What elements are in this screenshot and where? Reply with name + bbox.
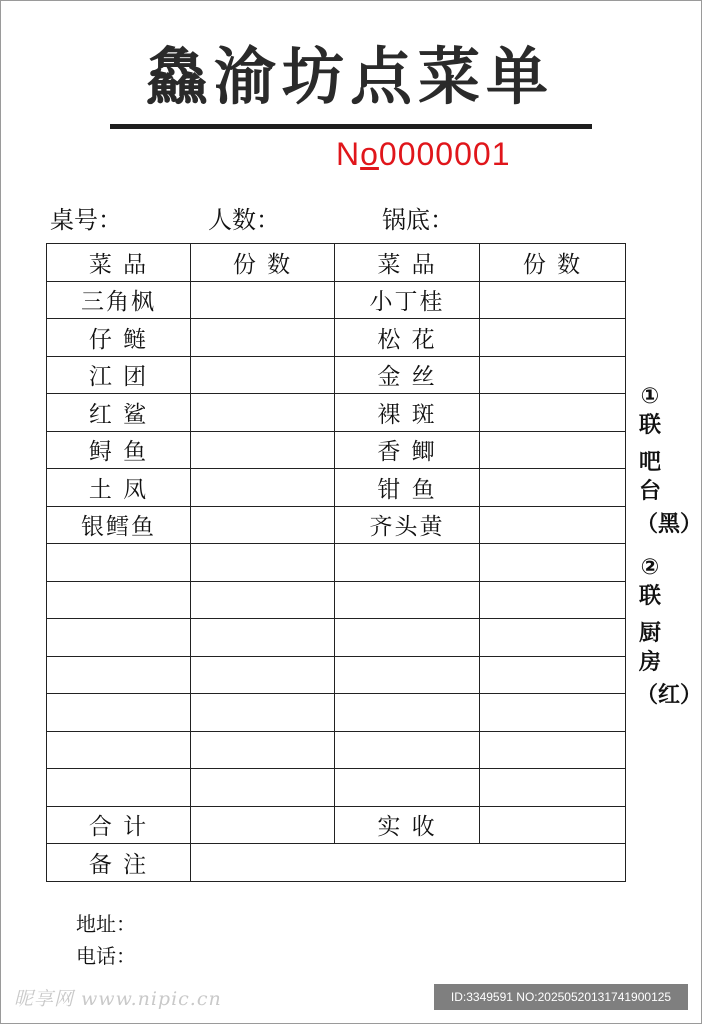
dish-right: 小丁桂 (335, 281, 480, 319)
note-field[interactable] (191, 844, 626, 882)
dish-left: 江 团 (47, 356, 191, 394)
qty-cell[interactable] (480, 394, 626, 432)
total-value-cell[interactable] (191, 806, 335, 844)
table-row (47, 431, 626, 469)
qty-cell[interactable] (191, 469, 335, 507)
title-underline (110, 124, 592, 129)
total-label: 合 计 (47, 806, 191, 844)
table-row (47, 319, 626, 357)
copy1-color: （黑） (636, 512, 702, 537)
qty-cell[interactable] (480, 319, 626, 357)
serial-prefix-n: N (336, 136, 361, 172)
qty-cell[interactable] (191, 431, 335, 469)
empty-row (47, 769, 626, 807)
copy1-word: 联 (638, 413, 661, 438)
blank-cell[interactable] (480, 581, 626, 619)
phone-label: 电话： (76, 944, 136, 968)
table-row (47, 394, 626, 432)
table-row (47, 506, 626, 544)
note-label: 备 注 (47, 844, 191, 882)
qty-cell[interactable] (191, 281, 335, 319)
serial-prefix-o: o (360, 136, 379, 172)
qty-cell[interactable] (191, 319, 335, 357)
blank-cell[interactable] (47, 619, 191, 657)
dish-right: 松 花 (335, 319, 480, 357)
blank-cell[interactable] (480, 769, 626, 807)
dish-left: 三角枫 (47, 281, 191, 319)
blank-cell[interactable] (191, 581, 335, 619)
copy2-mark: ② (640, 555, 660, 580)
blank-cell[interactable] (191, 769, 335, 807)
empty-row (47, 581, 626, 619)
address-label: 地址： (76, 912, 136, 936)
qty-cell[interactable] (480, 356, 626, 394)
totals-row (47, 806, 626, 844)
qty-cell[interactable] (191, 506, 335, 544)
dish-left: 仔 鲢 (47, 319, 191, 357)
blank-cell[interactable] (335, 619, 480, 657)
copy1-destination: 吧台 (638, 450, 661, 504)
header-dish-2: 菜 品 (335, 244, 480, 282)
table-no-label: 桌号： (50, 206, 122, 234)
empty-row (47, 694, 626, 732)
table-row (47, 356, 626, 394)
serial-number (336, 136, 510, 173)
copy2-word: 联 (638, 584, 661, 609)
dish-right: 裸 斑 (335, 394, 480, 432)
blank-cell[interactable] (47, 656, 191, 694)
table-header-row (47, 244, 626, 282)
blank-cell[interactable] (335, 581, 480, 619)
blank-cell[interactable] (335, 656, 480, 694)
blank-cell[interactable] (480, 544, 626, 582)
empty-row (47, 619, 626, 657)
empty-row (47, 656, 626, 694)
blank-cell[interactable] (47, 544, 191, 582)
received-value-cell[interactable] (480, 806, 626, 844)
dish-left: 银鳕鱼 (47, 506, 191, 544)
copy-legend (636, 382, 702, 710)
copy2-color: （红） (636, 683, 702, 708)
empty-row (47, 731, 626, 769)
people-count-label: 人数： (208, 206, 280, 234)
header-qty-1: 份 数 (191, 244, 335, 282)
blank-cell[interactable] (191, 694, 335, 732)
dish-right: 金 丝 (335, 356, 480, 394)
header-qty-2: 份 数 (480, 244, 626, 282)
blank-cell[interactable] (47, 694, 191, 732)
blank-cell[interactable] (335, 731, 480, 769)
blank-cell[interactable] (47, 581, 191, 619)
footer-contact (76, 908, 136, 972)
order-table (46, 243, 626, 882)
id-watermark-bar: ID:3349591 NO:20250520131741900125 (434, 984, 688, 1010)
blank-cell[interactable] (191, 619, 335, 657)
blank-cell[interactable] (480, 619, 626, 657)
blank-cell[interactable] (191, 731, 335, 769)
dish-right: 齐头黄 (335, 506, 480, 544)
empty-row (47, 544, 626, 582)
pot-base-label: 锅底： (382, 206, 454, 234)
qty-cell[interactable] (480, 431, 626, 469)
blank-cell[interactable] (335, 694, 480, 732)
dish-left: 土 凤 (47, 469, 191, 507)
blank-cell[interactable] (191, 656, 335, 694)
qty-cell[interactable] (191, 394, 335, 432)
table-row (47, 469, 626, 507)
qty-cell[interactable] (480, 506, 626, 544)
blank-cell[interactable] (335, 544, 480, 582)
blank-cell[interactable] (480, 731, 626, 769)
header-dish-1: 菜 品 (47, 244, 191, 282)
dish-left: 鲟 鱼 (47, 431, 191, 469)
qty-cell[interactable] (191, 356, 335, 394)
notes-row (47, 844, 626, 882)
copy1-mark: ① (640, 384, 660, 409)
header-fields (0, 200, 702, 236)
serial-digits: 0000001 (378, 136, 511, 172)
qty-cell[interactable] (480, 281, 626, 319)
blank-cell[interactable] (47, 769, 191, 807)
table-row (47, 281, 626, 319)
dish-right: 香 鲫 (335, 431, 480, 469)
blank-cell[interactable] (191, 544, 335, 582)
received-label: 实 收 (335, 806, 480, 844)
menu-title: 鱻渝坊点菜单 (145, 40, 554, 113)
site-watermark: 昵享网 www.nipic.cn (14, 988, 222, 1010)
blank-cell[interactable] (47, 731, 191, 769)
blank-cell[interactable] (480, 656, 626, 694)
blank-cell[interactable] (480, 694, 626, 732)
copy2-destination: 厨房 (638, 621, 661, 675)
dish-left: 红 鲨 (47, 394, 191, 432)
blank-cell[interactable] (335, 769, 480, 807)
dish-right: 钳 鱼 (335, 469, 480, 507)
qty-cell[interactable] (480, 469, 626, 507)
